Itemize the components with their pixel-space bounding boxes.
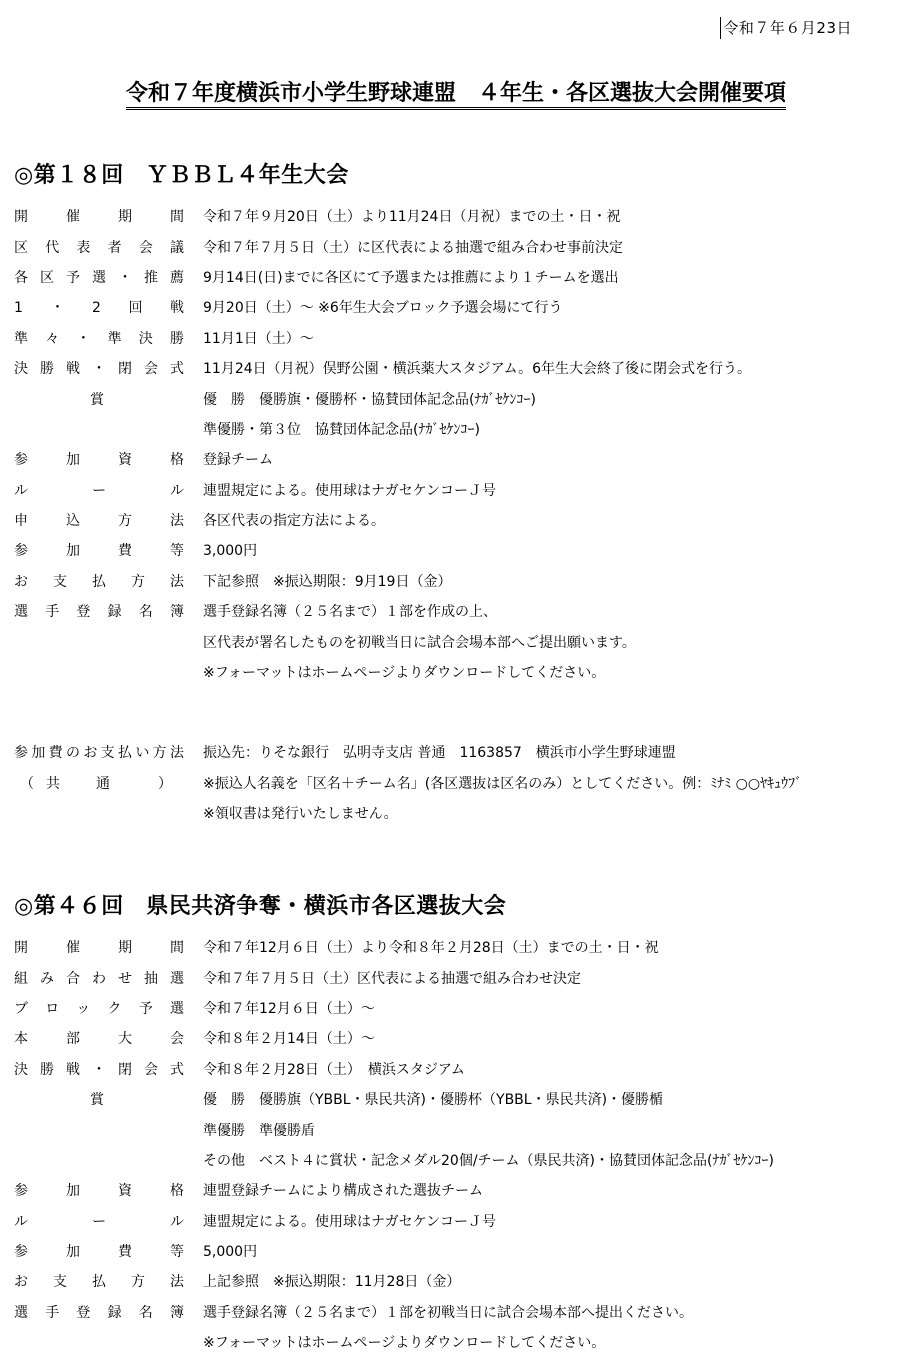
row-label: 参加費等 [14,543,184,560]
row-value: 優 勝 優勝旗（YBBL・県民共済)・優勝杯（YBBL・県民共済)・優勝楯 [203,1092,664,1109]
row-value: 令和８年２月28日（土） 横浜スタジアム [203,1061,465,1078]
row-value: 準優勝 準優勝盾 [203,1122,315,1139]
paren-open: （ [20,775,34,792]
row-roster-format [14,1328,904,1358]
row-label: 賞 [90,391,104,408]
section-ybbl-4th-grade [14,160,904,688]
row-label: 組み合わせ抽選 [14,970,184,987]
row-block [14,994,904,1024]
row-label: 選手登録名簿 [14,1304,184,1321]
row-label: 1・2回戦 [14,300,184,317]
row-label: 申込方法 [14,513,184,530]
row-value: 令和７年７月５日（土）に区代表による抽選で組み合わせ事前決定 [203,239,623,256]
row-label: ルール [14,1213,184,1230]
row-rules [14,1207,904,1237]
row-eligibility [14,445,904,475]
row-quarter-semi [14,324,904,354]
row-value: 振込先：りそな銀行 弘明寺支店 普通 1163857 横浜市小学生野球連盟 [203,745,676,762]
row-label: 各区予選・推薦 [14,269,184,286]
row-draw [14,963,904,993]
section-title: ◎第１８回 ＹＢＢＬ４年生大会 [14,163,349,188]
row-final [14,354,904,384]
row-label: 決勝戦・閉会式 [14,1061,184,1078]
section-rows [14,202,904,688]
row-label: お支払方法 [14,1274,184,1291]
row-label: ブロック予選 [14,1000,184,1017]
row-payment-common [14,768,904,798]
row-roster [14,1298,904,1328]
row-roster-format [14,658,904,688]
row-rep-meeting [14,232,904,262]
row-label: 参加費等 [14,1244,184,1261]
row-label: ルール [14,482,184,499]
row-main [14,1024,904,1054]
issue-date: 令和７年６月23日 [720,17,852,39]
row-label: 準々・準決勝 [14,330,184,347]
row-value: 準優勝・第３位 協賛団体記念品(ﾅｶﾞｾｹﾝｺｰ) [203,421,480,438]
payment-info [14,738,904,829]
row-value: 令和７年７月５日（土）区代表による抽選で組み合わせ決定 [203,970,581,987]
row-label: 参加費のお支払い方法 [14,745,184,762]
row-label: 開催期間 [14,940,184,957]
row-value: 9月20日（土）～ ※6年生大会ブロック予選会場にて行う [203,300,563,317]
row-value: 11月1日（土）～ [203,330,314,347]
row-label: 参加資格 [14,452,184,469]
document-title [0,78,912,110]
row-label: 共通 [46,775,146,792]
row-value: 5,000円 [203,1244,258,1261]
row-fee [14,536,904,566]
row-value: ※フォーマットはホームページよりダウンロードしてください。 [203,1335,606,1352]
row-prize [14,1085,904,1115]
row-value: 連盟規定による。使用球はナガセケンコーＪ号 [203,1213,497,1230]
section-ward-selection [14,891,904,1358]
row-label: お支払方法 [14,573,184,590]
row-prize-cont [14,1115,904,1145]
row-value: その他 ベスト４に賞状・記念メダル20個/チーム（県民共済)・協賛団体記念品(ﾅｶﾞｾｹﾝｺｰ) [203,1152,774,1169]
row-value: 各区代表の指定方法による。 [203,513,385,530]
row-value: 連盟規定による。使用球はナガセケンコーＪ号 [203,482,497,499]
row-label: 本部大会 [14,1031,184,1048]
row-label: 開催期間 [14,209,184,226]
row-value: 11月24日（月祝）俣野公園・横浜薬大スタジアム。6年生大会終了後に閉会式を行う。 [203,361,751,378]
row-final [14,1055,904,1085]
row-value: 登録チーム [203,452,273,469]
row-prize [14,384,904,414]
section-title: ◎第４６回 県民共済争奪・横浜市各区選抜大会 [14,894,507,919]
row-value: 下記参照 ※振込期限：9月19日（金） [203,573,452,590]
row-value: 選手登録名簿（２５名まで）１部を作成の上、 [203,604,497,621]
document-title-text: 令和７年度横浜市小学生野球連盟 ４年生・各区選抜大会開催要項 [126,81,786,110]
row-prize-other [14,1146,904,1176]
row-value: 区代表が署名したものを初戦当日に試合会場本部へご提出願います。 [203,634,636,651]
row-value: 3,000円 [203,543,258,560]
row-prize-cont [14,415,904,445]
row-payment-method [14,1267,904,1297]
row-value: 令和７年９月20日（土）より11月24日（月祝）までの土・日・祝 [203,209,621,226]
row-value: ※振込人名義を「区名＋チーム名」(各区選抜は区名のみ）としてください。例：ﾐﾅﾐ ○○ﾔｷｭｳﾌﾞ [203,775,803,792]
row-value: 令和７年12月６日（土）より令和８年２月28日（土）までの土・日・祝 [203,940,659,957]
row-value: 選手登録名簿（２５名まで）１部を初戦当日に試合会場本部へ提出ください。 [203,1304,693,1321]
row-value: ※領収書は発行いたしません。 [203,805,398,822]
row-label: 選手登録名簿 [14,604,184,621]
row-rounds-1-2 [14,293,904,323]
row-label: 区代表者会議 [14,239,184,256]
row-value: 令和７年12月６日（土）～ [203,1000,375,1017]
row-value: 上記参照 ※振込期限：11月28日（金） [203,1274,461,1291]
row-value: 令和８年２月14日（土）～ [203,1031,375,1048]
row-value: 連盟登録チームにより構成された選抜チーム [203,1183,483,1200]
row-value: ※フォーマットはホームページよりダウンロードしてください。 [203,665,606,682]
row-payment-destination [14,738,904,768]
row-preliminary [14,263,904,293]
row-application [14,506,904,536]
row-label-common [14,775,184,793]
row-receipt [14,799,904,829]
paren-close: ） [158,775,172,792]
row-label: 参加資格 [14,1183,184,1200]
row-rules [14,476,904,506]
section-rows [14,933,904,1358]
row-period [14,933,904,963]
row-value: 優 勝 優勝旗・優勝杯・協賛団体記念品(ﾅｶﾞｾｹﾝｺｰ) [203,391,536,408]
row-roster [14,597,904,627]
row-fee [14,1237,904,1267]
row-eligibility [14,1176,904,1206]
row-period [14,202,904,232]
row-label: 決勝戦・閉会式 [14,361,184,378]
row-value: 9月14日(日)までに各区にて予選または推薦により１チームを選出 [203,269,619,286]
row-payment-method [14,567,904,597]
row-label: 賞 [90,1092,104,1109]
row-roster-cont [14,627,904,657]
